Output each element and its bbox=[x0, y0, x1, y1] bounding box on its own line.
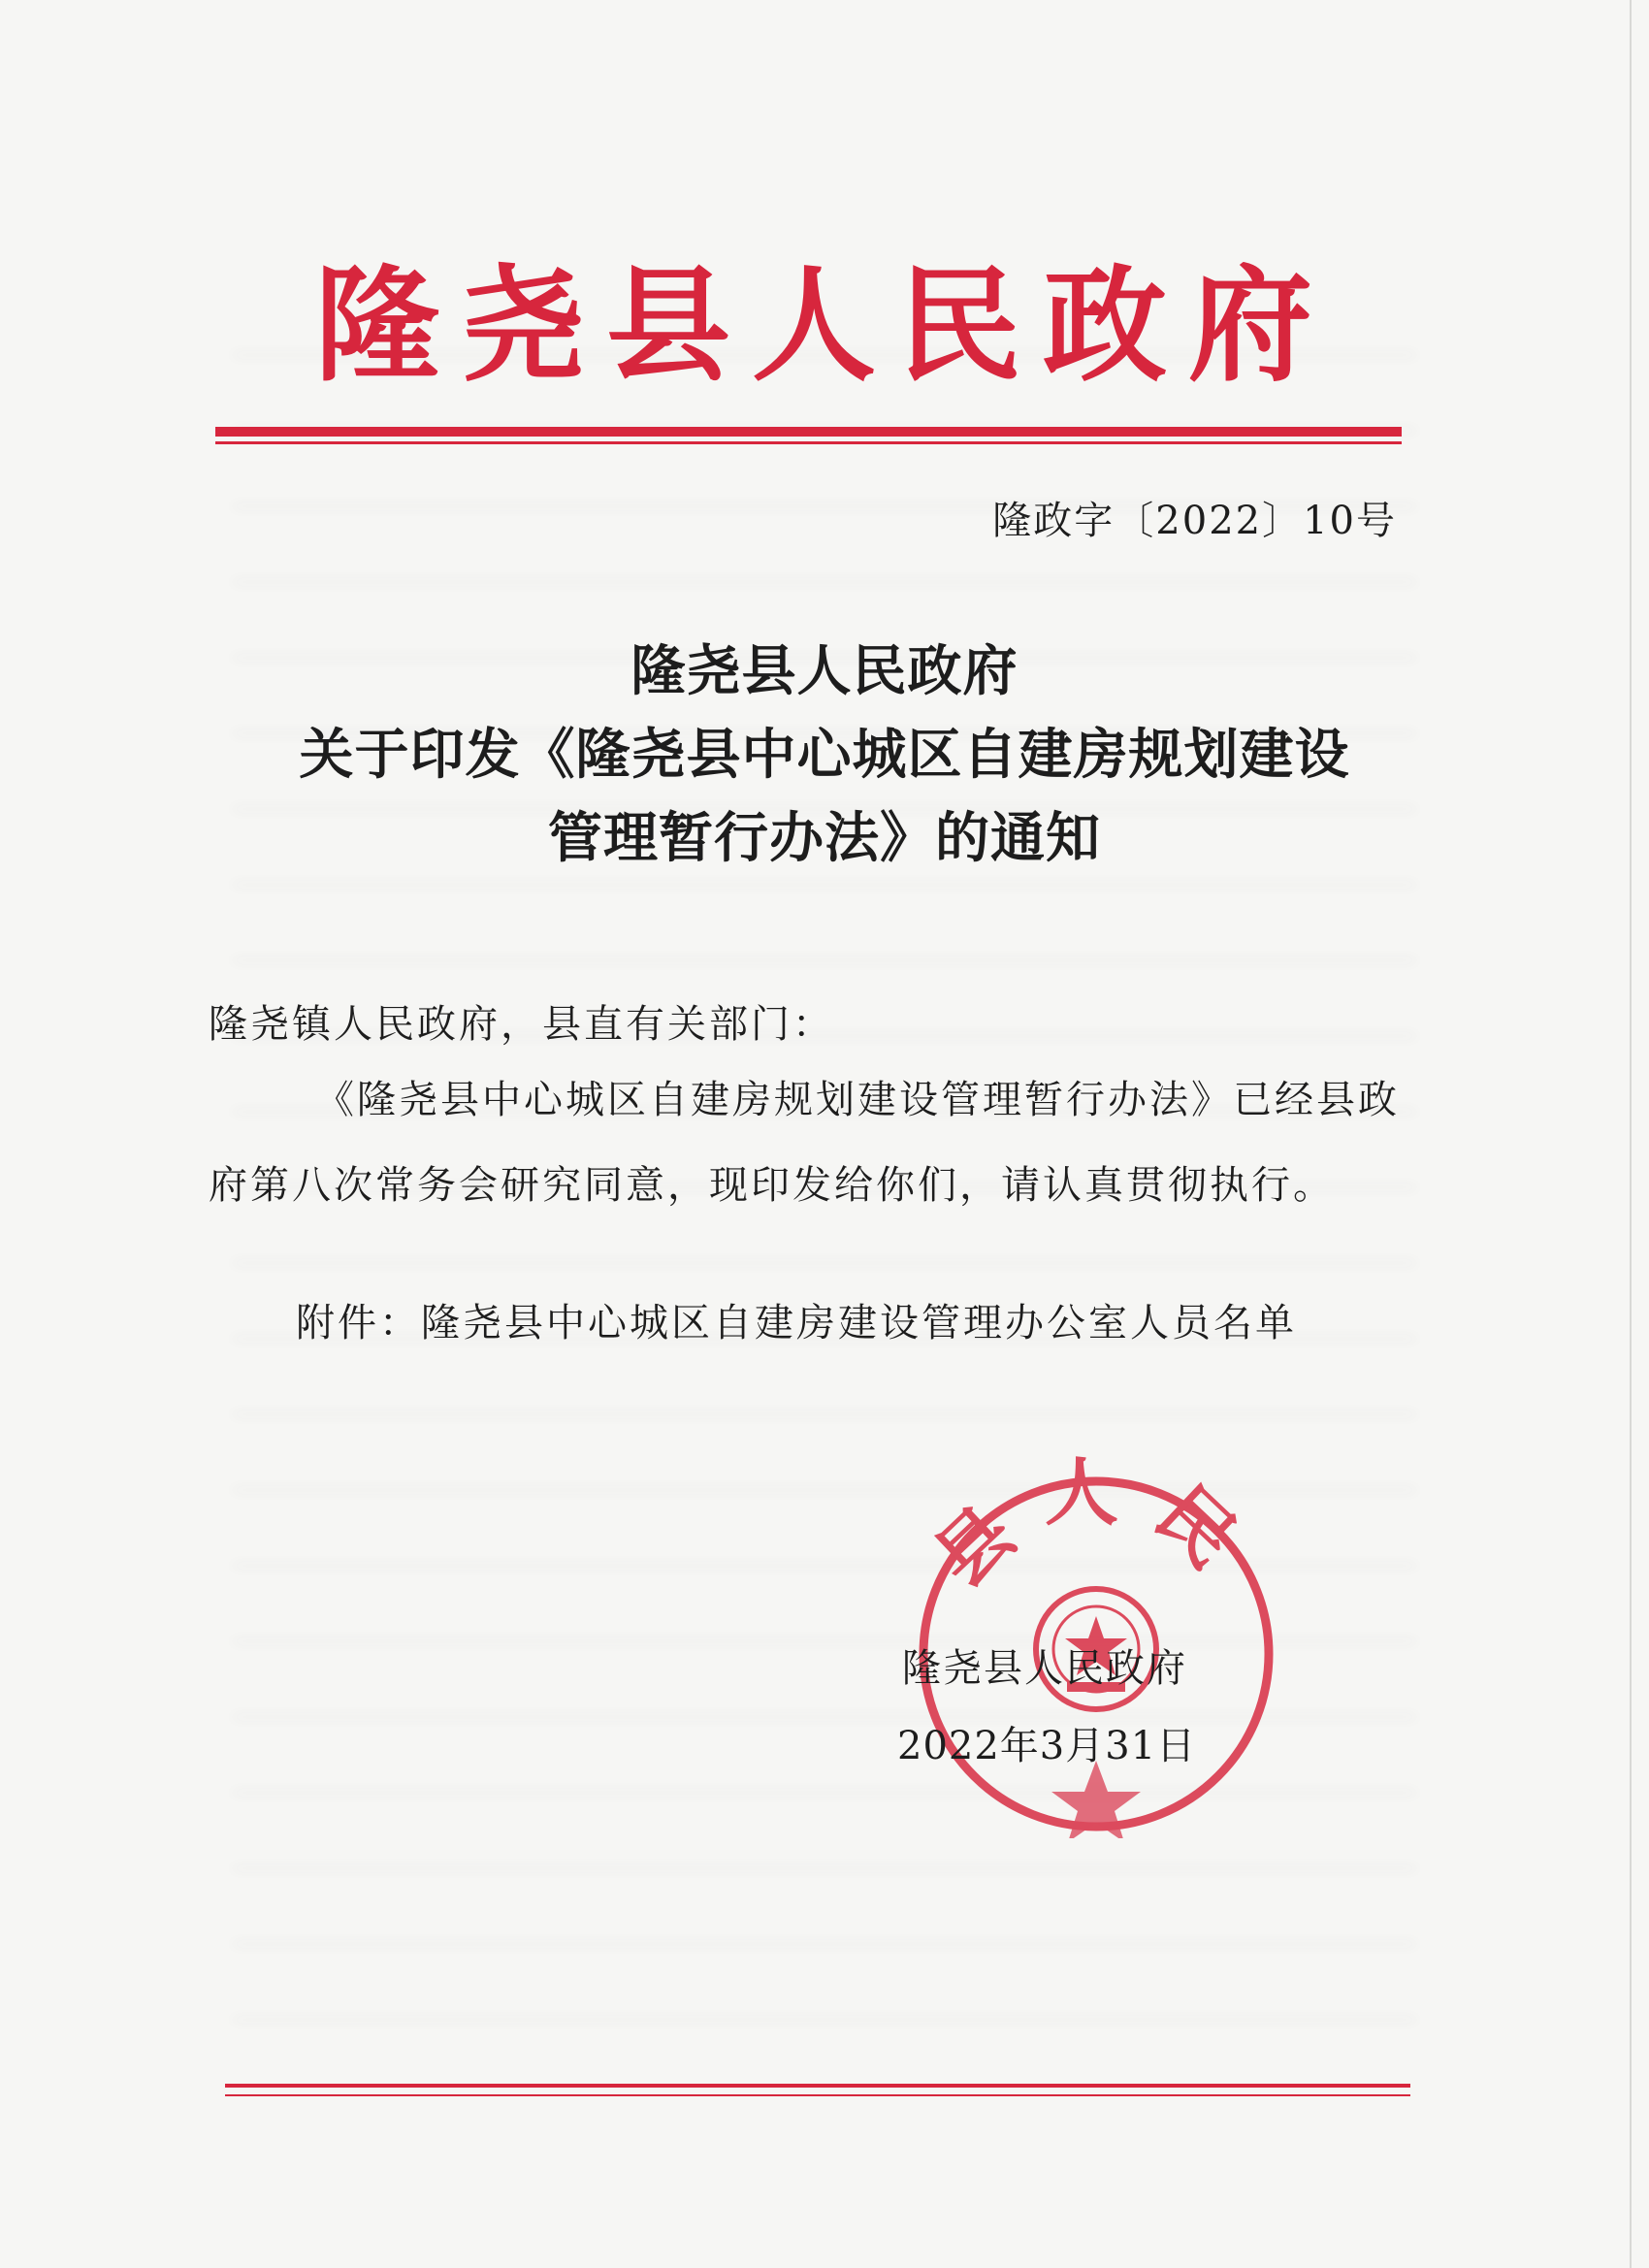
page-edge bbox=[1630, 0, 1632, 2268]
issue-date: 2022年3月31日 bbox=[897, 1724, 1197, 1768]
masthead-red-rule-thin bbox=[215, 441, 1402, 444]
addressee: 隆尧镇人民政府，县直有关部门： bbox=[209, 1002, 834, 1047]
seal-text: 县人民 bbox=[918, 1449, 1275, 1604]
attachment-note: 附件：隆尧县中心城区自建房建设管理办公室人员名单 bbox=[296, 1301, 1297, 1345]
title-line-2: 关于印发《隆尧县中心城区自建房规划建设 bbox=[299, 724, 1350, 787]
masthead-red-rule bbox=[215, 427, 1402, 437]
title-line-1: 隆尧县人民政府 bbox=[630, 640, 1018, 703]
issuer-signature: 隆尧县人民政府 bbox=[902, 1646, 1187, 1691]
masthead-title: 隆尧县人民政府 bbox=[314, 254, 1334, 399]
document-number: 隆政字〔2022〕10号 bbox=[992, 499, 1397, 543]
official-seal bbox=[892, 1431, 1300, 1838]
footer-red-rule-thin bbox=[225, 2094, 1410, 2096]
footer-red-rule bbox=[225, 2084, 1410, 2088]
document-title bbox=[194, 631, 1455, 881]
title-line-3: 管理暂行办法》的通知 bbox=[548, 807, 1101, 870]
body-paragraph: 《隆尧县中心城区自建房规划建设管理暂行办法》已经县政府第八次常务会研究同意，现印发给你们，请认真贯彻执行。 bbox=[209, 1078, 1400, 1208]
